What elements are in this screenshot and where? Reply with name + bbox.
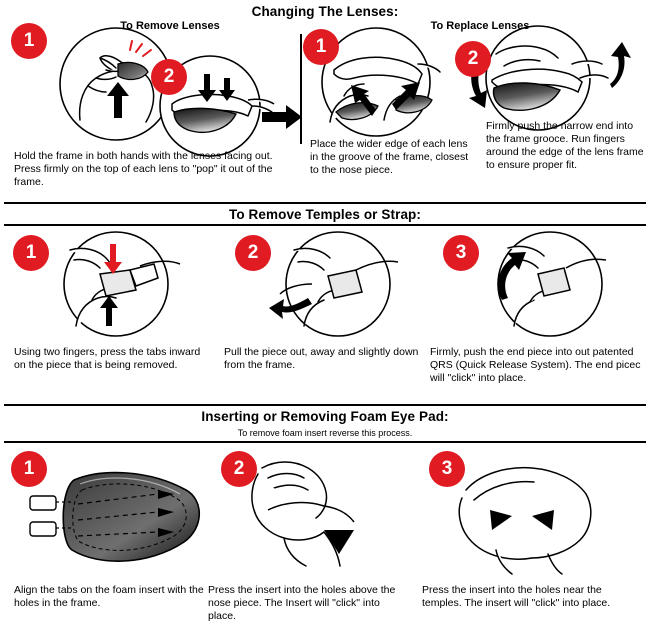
section-title-foam-pad: Inserting or Removing Foam Eye Pad: xyxy=(201,409,449,424)
caption-foam-step2: Press the insert into the holes above the nose piece. The Insert will "click" into place. xyxy=(208,584,396,622)
subnote-foam-pad: To remove foam insert reverse this process. xyxy=(237,428,413,438)
section-title-changing-lenses: Changing The Lenses: xyxy=(251,4,399,19)
figure-temple-step2 xyxy=(260,230,420,342)
figure-temple-step3 xyxy=(468,230,638,342)
divider-3 xyxy=(4,404,646,406)
caption-remove-lens-step1: Hold the frame in both hands with the lenses facing out. Press firmly on the top of each lens to "pop" it out of the frame. xyxy=(14,150,273,188)
figure-temple-step1 xyxy=(40,230,200,342)
step-badge-replace-lens-1: 1 xyxy=(304,30,338,64)
divider-4 xyxy=(4,441,646,443)
step-badge-foam-1: 1 xyxy=(12,452,46,486)
section-title-remove-temples: To Remove Temples or Strap: xyxy=(229,207,421,222)
subheader-to-remove-lenses: To Remove Lenses xyxy=(120,20,220,32)
caption-foam-step3: Press the insert into the holes near the temples. The insert will "click" into place. xyxy=(422,584,611,609)
caption-temple-step2: Pull the piece out, away and slightly down from the frame. xyxy=(224,346,419,371)
figure-foam-step1 xyxy=(20,450,220,580)
step-badge-replace-lens-2: 2 xyxy=(456,42,490,76)
subheader-to-replace-lenses: To Replace Lenses xyxy=(430,20,530,32)
caption-replace-lens-step1: Place the wider edge of each lens in the groove of the frame, closest to the nose piece. xyxy=(310,138,469,176)
step-badge-remove-lens-2: 2 xyxy=(152,60,186,94)
step-badge-foam-2: 2 xyxy=(222,452,256,486)
caption-foam-step1: Align the tabs on the foam insert with the holes in the frame. xyxy=(14,584,204,609)
divider-2 xyxy=(4,224,646,226)
figure-foam-step3 xyxy=(436,450,636,578)
step-badge-temple-3: 3 xyxy=(444,236,478,270)
step-badge-foam-3: 3 xyxy=(430,452,464,486)
caption-temple-step3: Firmly, push the end piece into out patented QRS (Quick Release System). The end picec will "click" into place. xyxy=(430,346,641,384)
figure-foam-step2 xyxy=(228,450,418,578)
step-badge-temple-1: 1 xyxy=(14,236,48,270)
caption-temple-step1: Using two fingers, press the tabs inward on the piece that is being removed. xyxy=(14,346,201,371)
step-badge-temple-2: 2 xyxy=(236,236,270,270)
step-badge-remove-lens-1: 1 xyxy=(12,24,46,58)
divider-1 xyxy=(4,202,646,204)
caption-replace-lens-step2: Firmly push the narrow end into the frame grooce. Run fingers around the edge of the lens frame to ensure proper fit. xyxy=(486,120,644,171)
vertical-divider-lenses xyxy=(300,34,302,144)
